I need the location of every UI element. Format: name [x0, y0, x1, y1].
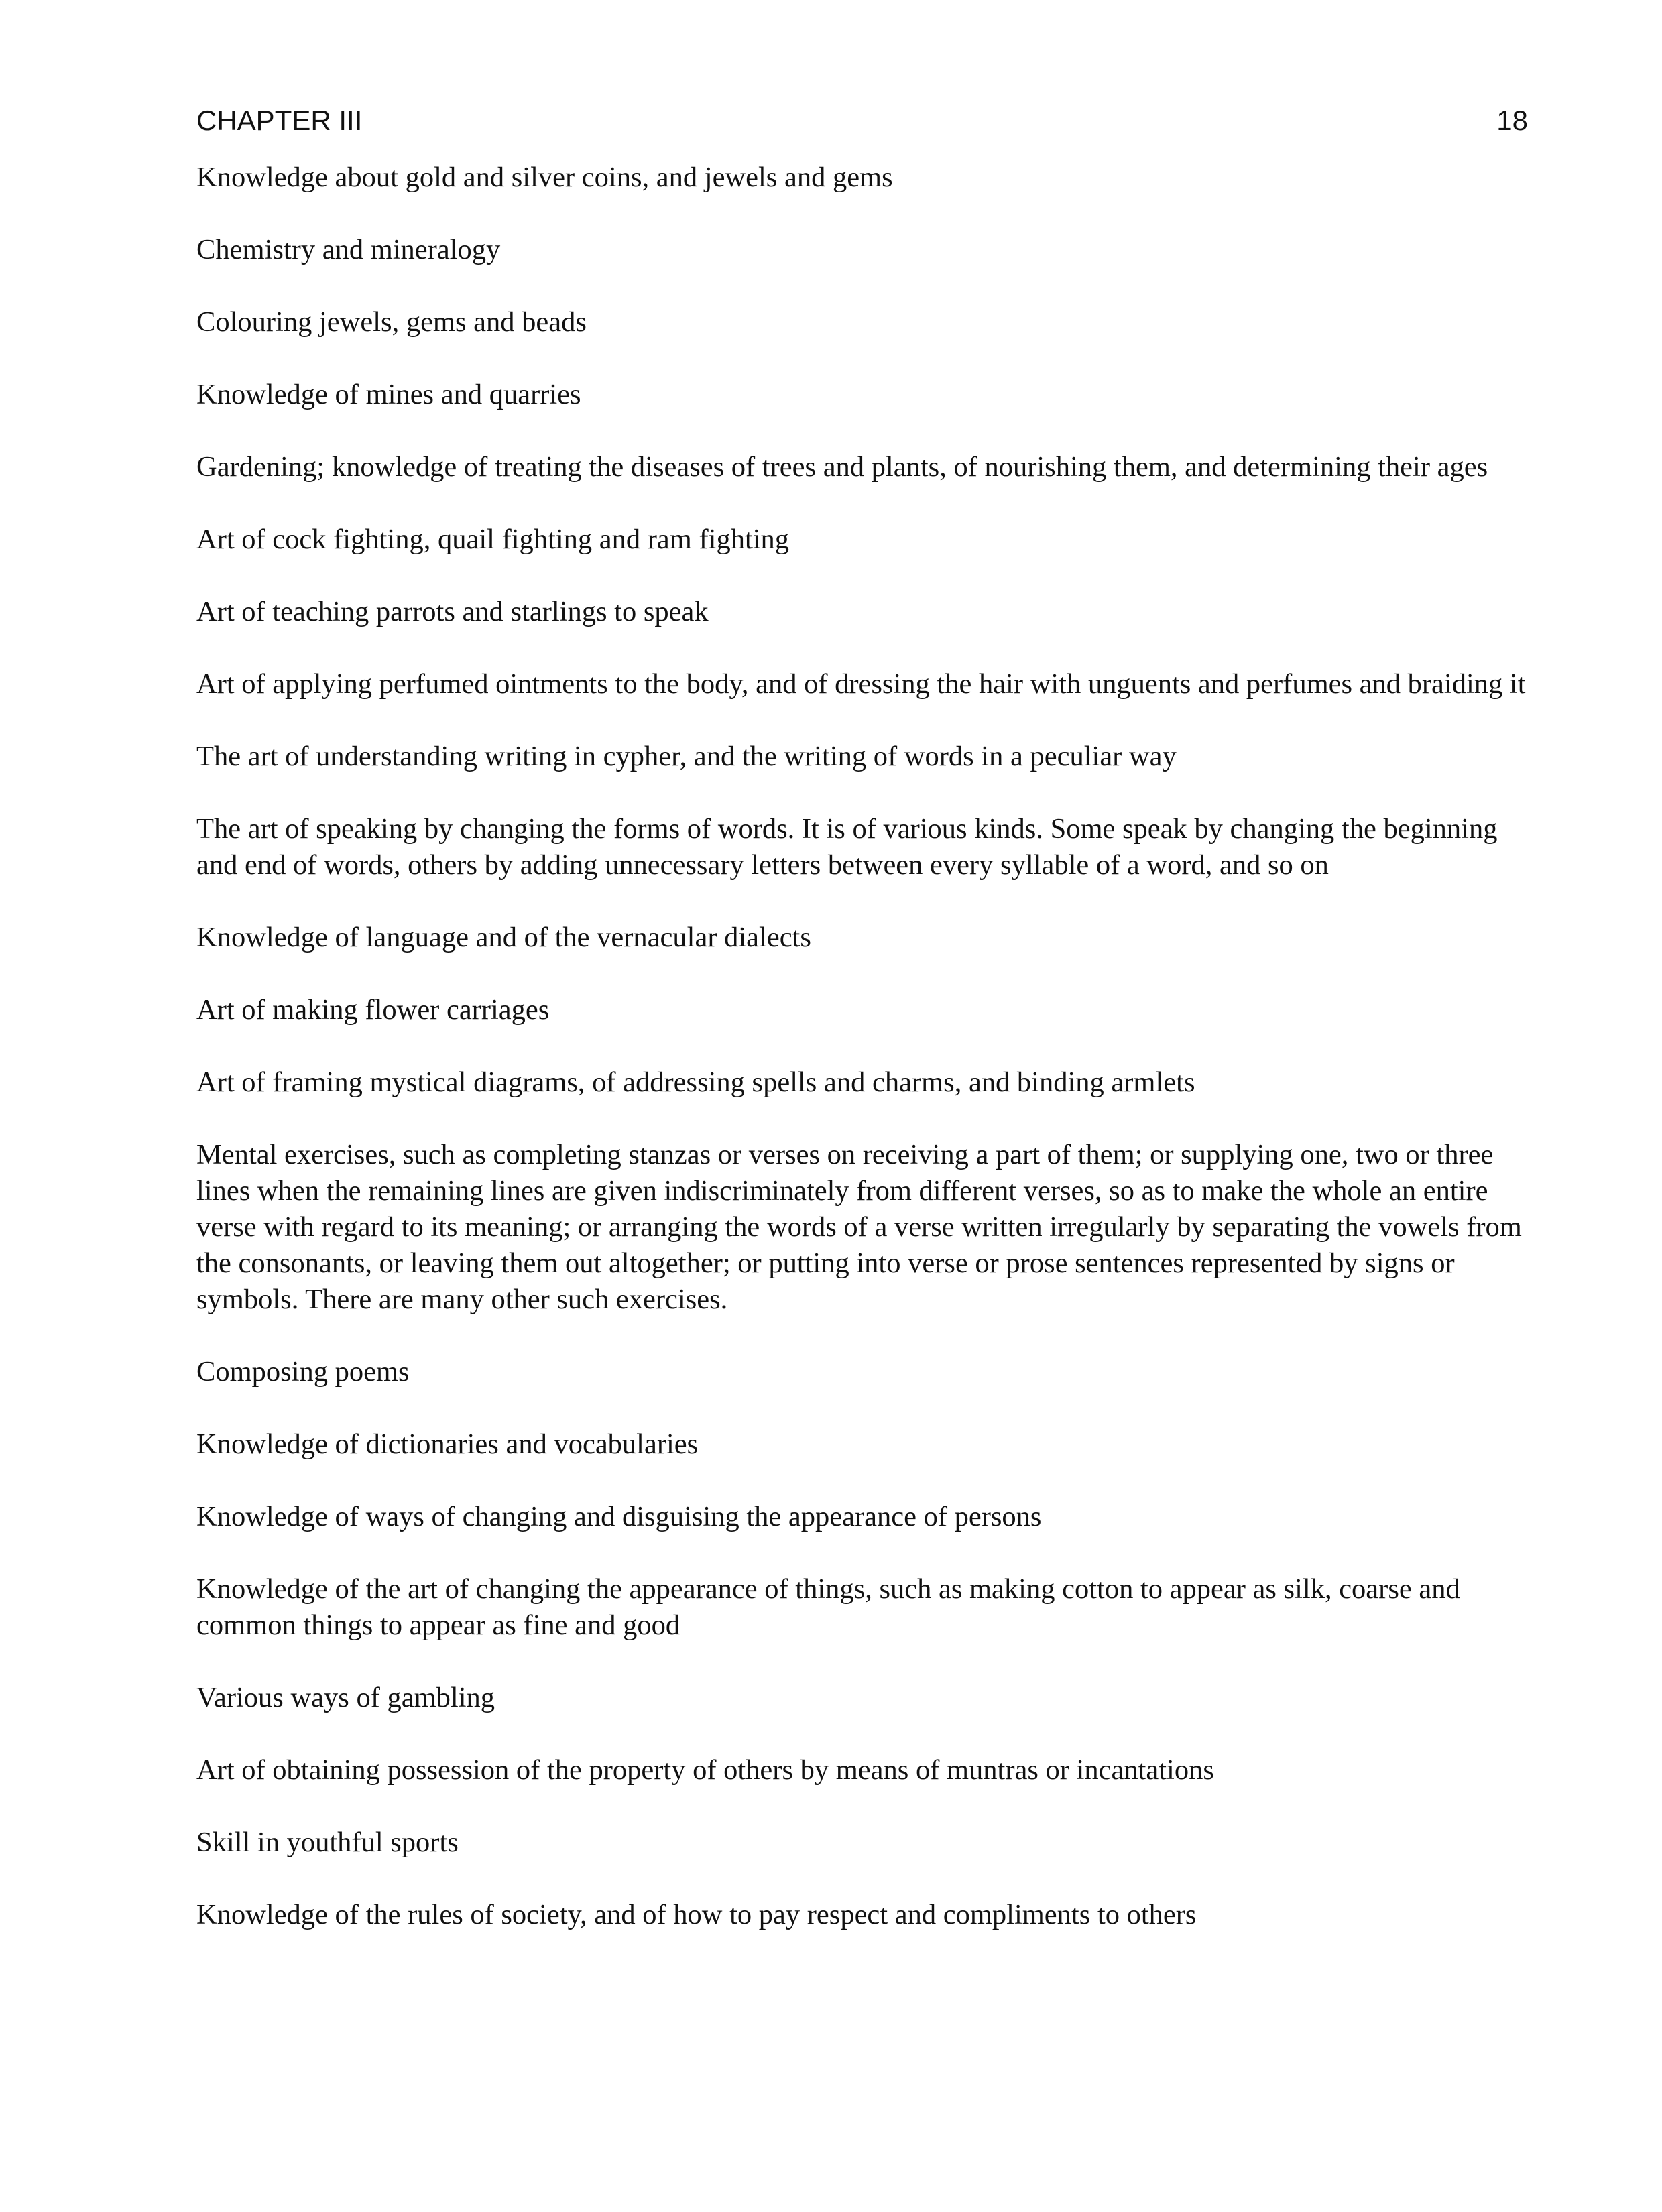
list-item: Knowledge of mines and quarries: [196, 379, 581, 410]
list-item: The art of understanding writing in cypher, and the writing of words in a peculiar way: [196, 741, 1177, 772]
list-item: Knowledge about gold and silver coins, and jewels and gems: [196, 162, 893, 193]
list-item: Gardening; knowledge of treating the diseases of trees and plants, of nourishing them, and determining their ages: [196, 451, 1488, 483]
list-item: Knowledge of dictionaries and vocabularies: [196, 1428, 699, 1460]
list-item: Knowledge of ways of changing and disguising the appearance of persons: [196, 1501, 1042, 1532]
page-number: 18: [1496, 105, 1528, 136]
list-item: Art of teaching parrots and starlings to speak: [196, 596, 709, 627]
list-item: Chemistry and mineralogy: [196, 234, 501, 265]
list-item: Various ways of gambling: [196, 1682, 495, 1713]
list-item: The art of speaking by changing the forms of words. It is of various kinds. Some speak by changing the beginning and end of words, others by adding unnecessary letters between every syllable of a word, and so on: [196, 813, 1498, 881]
page-header: [196, 101, 1528, 141]
chapter-title: CHAPTER III: [196, 105, 363, 136]
list-item: Composing poems: [196, 1356, 410, 1388]
list-item: Art of framing mystical diagrams, of addressing spells and charms, and binding armlets: [196, 1066, 1195, 1098]
arts-list: [196, 160, 1531, 1969]
list-item: Art of obtaining possession of the property of others by means of muntras or incantations: [196, 1754, 1214, 1786]
list-item: Knowledge of language and of the vernacular dialects: [196, 922, 811, 953]
list-item: Skill in youthful sports: [196, 1827, 459, 1858]
list-item: Mental exercises, such as completing stanzas or verses on receiving a part of them; or supplying one, two or three lines when the remaining lines are given indiscriminately from different verses, so as to make the whole an entire verse with regard to its meaning; or arranging the words of a verse written irregularly by separating the vowels from the consonants, or leaving them out altogether; or putting into verse or prose sentences represented by signs or symbols. There are many other such exercises.: [196, 1139, 1522, 1315]
list-item: Art of applying perfumed ointments to the body, and of dressing the hair with unguents and perfumes and braiding it: [196, 668, 1526, 700]
list-item: Art of making flower carriages: [196, 994, 550, 1026]
list-item: Knowledge of the art of changing the appearance of things, such as making cotton to appear as silk, coarse and common things to appear as fine and good: [196, 1573, 1460, 1641]
list-item: Colouring jewels, gems and beads: [196, 306, 587, 338]
list-item: Art of cock fighting, quail fighting and ram fighting: [196, 524, 790, 555]
list-item: Knowledge of the rules of society, and of how to pay respect and compliments to others: [196, 1899, 1197, 1930]
